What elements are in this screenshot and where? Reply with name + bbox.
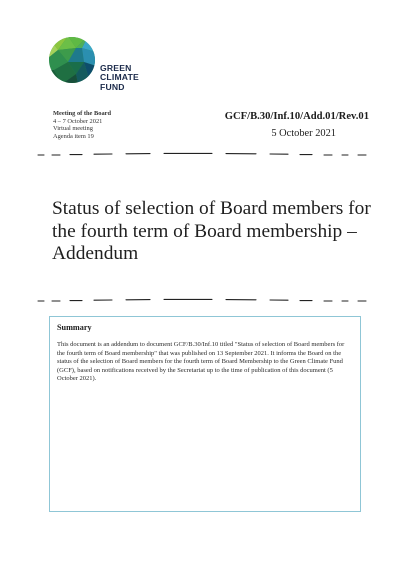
gcf-wordmark: [100, 64, 139, 92]
summary-heading: Summary: [57, 323, 92, 332]
summary-body: This document is an addendum to document GCF/B.30/Inf.10 titled "Status of selection of Board members for the fourth term of Board membership" that was published on 13 September 2021. It informs the Board on the status of the selection of Board members for the fourth term of Board Membership to the Green Climate Fund (GCF), based on notifications received by the Secretariat up to the time of publication of this document (5 October 2021).: [57, 341, 345, 383]
wordmark-line-green: GREEN: [100, 63, 132, 73]
top-divider: [36, 150, 374, 158]
document-reference: [149, 110, 369, 142]
meeting-mode: Virtual meeting: [53, 125, 93, 133]
summary-box: [49, 316, 361, 512]
gcf-globe-icon: [48, 36, 96, 84]
document-code: GCF/B.30/Inf.10/Add.01/Rev.01: [224, 111, 369, 122]
wordmark-line-climate: CLIMATE: [100, 72, 139, 83]
agenda-item: Agenda item 19: [53, 132, 94, 140]
document-title: Status of selection of Board members for the fourth term of Board membership – Addendum: [52, 198, 371, 264]
wordmark-line-fund: FUND: [100, 81, 125, 92]
bottom-divider: [36, 296, 374, 304]
document-date: 5 October 2021: [271, 128, 336, 139]
gcf-logo: [48, 36, 158, 96]
meeting-heading: Meeting of the Board: [53, 110, 112, 117]
meeting-dates: 4 – 7 October 2021: [53, 117, 103, 125]
